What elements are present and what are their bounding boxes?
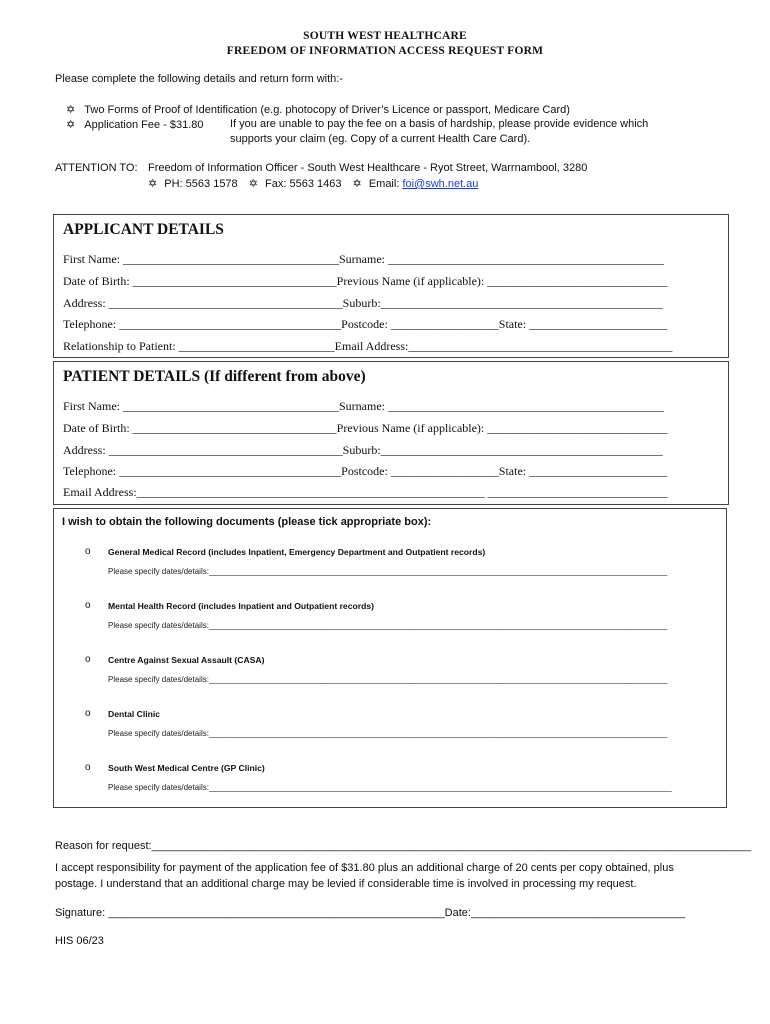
patient-row-name[interactable]: First Name: ____________________________________Surname: ______________________________________________ [63, 399, 664, 413]
star-icon: ✡ [66, 119, 76, 131]
option-general-specify[interactable]: Please specify dates/details:_______________________________________________________________________________________________________ [108, 567, 668, 576]
attention-label: ATTENTION TO: [55, 162, 138, 174]
option-mental-health: Mental Health Record (includes Inpatient and Outpatient records) [108, 601, 374, 611]
patient-details-title: PATIENT DETAILS (If different from above) [63, 368, 366, 385]
fax-number: Fax: 5563 1463 [265, 178, 342, 190]
requirement-1 [66, 103, 570, 116]
org-title: SOUTH WEST HEALTHCARE [303, 30, 467, 42]
option-checkbox-dental[interactable]: o [85, 708, 91, 719]
applicant-row-name[interactable]: First Name: ____________________________________Surname: ______________________________________________ [63, 252, 664, 266]
option-checkbox-mental[interactable]: o [85, 600, 91, 611]
patient-details-section [53, 361, 729, 505]
option-dental-specify[interactable]: Please specify dates/details:_______________________________________________________________________________________________________ [108, 729, 668, 738]
reason-field[interactable]: Reason for request:__________________________________________________________________________________________________ [55, 840, 752, 852]
email-link[interactable]: foi@swh.net.au [402, 178, 479, 190]
requirement-1-text: Two Forms of Proof of Identification (e.g. photocopy of Driver’s Licence or passport, Medicare Card) [84, 104, 570, 116]
option-dental: Dental Clinic [108, 709, 161, 719]
option-general-medical: General Medical Record (includes Inpatient, Emergency Department and Outpatient records) [108, 547, 486, 557]
signature-date-field[interactable]: Signature: _______________________________________________________Date:___________________________________ [55, 907, 686, 919]
star-icon: ✡ [352, 178, 362, 190]
option-casa-specify[interactable]: Please specify dates/details:_______________________________________________________________________________________________________ [108, 675, 668, 684]
applicant-row-telephone[interactable]: Telephone: _____________________________________Postcode: __________________State: _______________________ [63, 317, 668, 331]
email-label: Email: [368, 178, 400, 190]
star-icon: ✡ [66, 104, 76, 116]
applicant-row-address[interactable]: Address: _______________________________________Suburb:_______________________________________________ [63, 296, 663, 310]
phone-number: PH: 5563 1578 [164, 178, 238, 190]
option-gp-specify[interactable]: Please specify dates/details:________________________________________________________________________________________________________ [108, 783, 672, 792]
star-icon: ✡ [248, 178, 258, 190]
applicant-details-title: APPLICANT DETAILS [63, 221, 224, 238]
documents-section [53, 508, 727, 808]
applicant-details-section [53, 214, 729, 358]
requirement-2 [66, 118, 204, 131]
applicant-row-relationship[interactable]: Relationship to Patient: __________________________Email Address:____________________________________________ [63, 339, 673, 353]
requirement-2-label: Application Fee - $31.80 [84, 119, 204, 131]
form-code: HIS 06/23 [55, 935, 104, 947]
star-icon: ✡ [148, 178, 158, 190]
patient-row-email[interactable]: Email Address:__________________________________________________________ ______________________________ [63, 485, 668, 499]
attention-address: Freedom of Information Officer - South West Healthcare - Ryot Street, Warrnambool, 3280 [148, 162, 588, 174]
option-checkbox-casa[interactable]: o [85, 654, 91, 665]
intro-text: Please complete the following details and return form with:- [55, 73, 343, 85]
acceptance-text-2: postage. I understand that an additional charge may be levied if considerable time is involved in processing my request. [55, 878, 637, 890]
option-mental-specify[interactable]: Please specify dates/details:_______________________________________________________________________________________________________ [108, 621, 668, 630]
option-checkbox-general[interactable]: o [85, 546, 91, 557]
documents-heading: I wish to obtain the following documents (please tick appropriate box): [62, 516, 432, 528]
patient-row-dob[interactable]: Date of Birth: __________________________________Previous Name (if applicable): ______________________________ [63, 421, 668, 435]
acceptance-text-1: I accept responsibility for payment of the application fee of $31.80 plus an additional charge of 20 cents per copy obtained, plus [55, 862, 674, 874]
fee-hardship-note-2: supports your claim (eg. Copy of a current Health Care Card). [230, 133, 531, 145]
applicant-row-dob[interactable]: Date of Birth: __________________________________Previous Name (if applicable): ______________________________ [63, 274, 668, 288]
option-gp-clinic: South West Medical Centre (GP Clinic) [108, 763, 265, 773]
option-checkbox-gp[interactable]: o [85, 762, 91, 773]
contact-line [148, 177, 478, 190]
fee-hardship-note-1: If you are unable to pay the fee on a basis of hardship, please provide evidence which [230, 118, 649, 130]
patient-row-telephone[interactable]: Telephone: _____________________________________Postcode: __________________State: _______________________ [63, 464, 668, 478]
option-casa: Centre Against Sexual Assault (CASA) [108, 655, 265, 665]
form-title: FREEDOM OF INFORMATION ACCESS REQUEST FORM [226, 45, 544, 57]
patient-row-address[interactable]: Address: _______________________________________Suburb:_______________________________________________ [63, 443, 663, 457]
